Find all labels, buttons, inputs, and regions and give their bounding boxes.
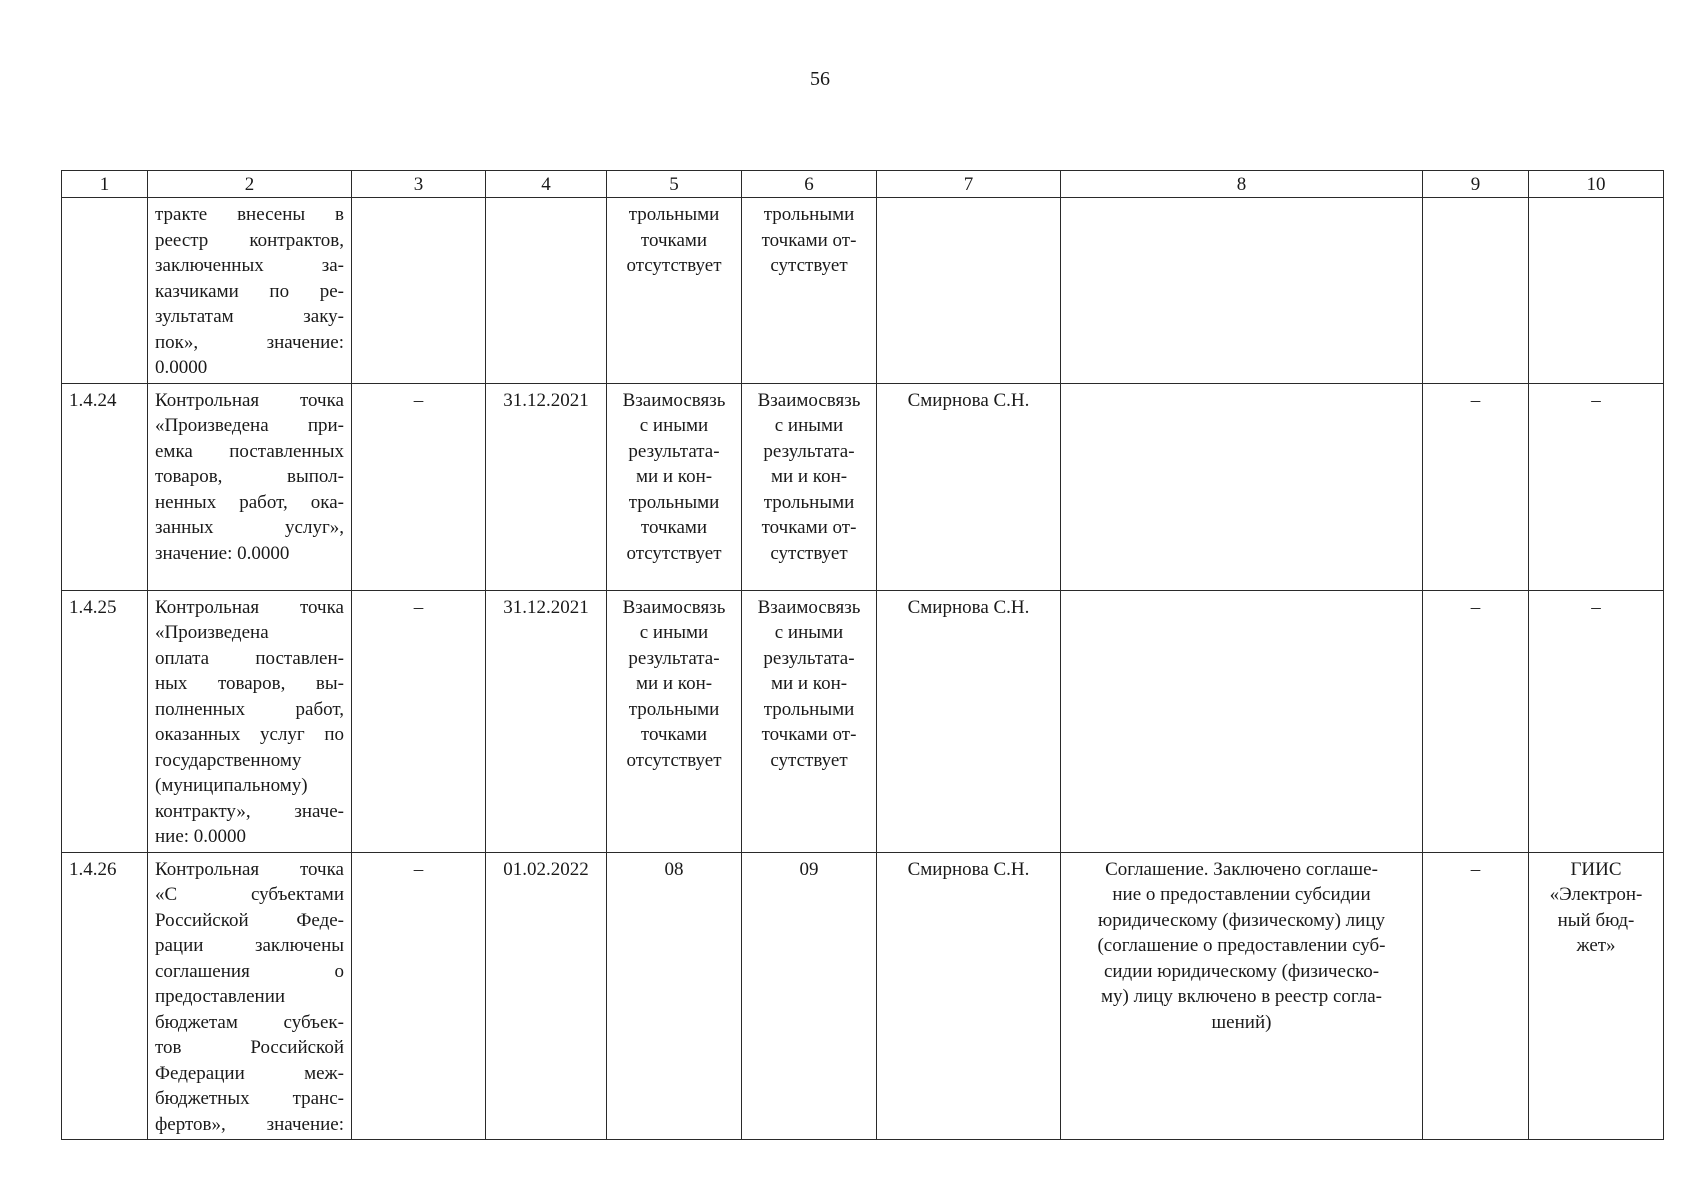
relation-cell-6 xyxy=(742,852,877,1140)
description-word: предоставлении xyxy=(155,986,286,1007)
result-description-cell xyxy=(1061,590,1423,852)
description-word: контракту», xyxy=(155,800,251,822)
responsible-person-cell: Смирнова С.Н. xyxy=(877,852,1061,1140)
result-description-cell-line: юридическому (физическому) лицу xyxy=(1098,909,1385,931)
relation-cell-6-line: результата- xyxy=(763,440,855,462)
description-line xyxy=(155,908,344,934)
relation-cell-6-line: Взаимосвязь xyxy=(757,389,861,411)
description-word: точка xyxy=(300,858,344,880)
description-word: Контрольная xyxy=(155,596,260,618)
column-header: 5 xyxy=(607,171,742,198)
description-word: бюджетам xyxy=(155,1011,238,1033)
description-word: (муниципальному) xyxy=(155,775,308,796)
description-word: ока- xyxy=(310,491,344,513)
relation-cell-6-line: трольными xyxy=(763,491,855,513)
description-line xyxy=(155,620,344,646)
table-row xyxy=(62,590,1664,852)
description-word: зультатам xyxy=(155,306,234,327)
result-description-cell-line: Соглашение. Заключено соглаше- xyxy=(1105,858,1378,880)
relation-cell-5 xyxy=(607,383,742,590)
relation-cell-6-line: трольными xyxy=(763,698,855,720)
column-3-cell xyxy=(352,198,486,384)
description-line xyxy=(155,697,344,723)
information-system-cell xyxy=(1529,383,1664,590)
description-word: значение: xyxy=(266,1113,344,1135)
relation-cell-5-line: точками xyxy=(640,517,708,538)
description-word: услуг», xyxy=(285,517,344,538)
description-word: ние: 0.0000 xyxy=(155,826,247,847)
relation-cell-5-line: результата- xyxy=(628,647,720,669)
table-row xyxy=(62,852,1664,1140)
row-number-cell: 1.4.26 xyxy=(62,852,148,1140)
description-word: оплата xyxy=(155,647,210,669)
relation-cell-6 xyxy=(742,198,877,384)
description-word: услуг xyxy=(260,724,305,745)
description-word: значе- xyxy=(294,800,344,822)
relation-cell-6-line: ми и кон- xyxy=(770,466,848,487)
relation-cell-5-line: ми и кон- xyxy=(635,466,713,487)
relation-cell-6-line: 09 xyxy=(799,858,819,880)
description-line xyxy=(155,984,344,1010)
result-description-cell-line: му) лицу включено в реестр согла- xyxy=(1100,986,1382,1007)
description-word: ненных xyxy=(155,491,217,513)
column-9-cell: – xyxy=(1423,852,1529,1140)
description-line xyxy=(155,490,344,516)
date-cell xyxy=(486,198,607,384)
description-line xyxy=(155,595,344,621)
result-description-cell-line: шений) xyxy=(1211,1011,1272,1033)
description-word: Контрольная xyxy=(155,858,260,880)
row-number-cell: 1.4.24 xyxy=(62,383,148,590)
relation-cell-5-line: с иными xyxy=(639,415,709,436)
description-line xyxy=(155,959,344,985)
description-word: «Произведена xyxy=(155,415,269,436)
description-line xyxy=(155,1086,344,1112)
description-word: фертов», xyxy=(155,1113,226,1135)
description-word: выпол- xyxy=(287,466,344,487)
description-line xyxy=(155,388,344,414)
relation-cell-5-line: с иными xyxy=(639,622,709,643)
description-line xyxy=(155,933,344,959)
relation-cell-5-line: отсутствует xyxy=(626,255,722,276)
description-line xyxy=(155,541,344,567)
description-line xyxy=(155,1112,344,1138)
description-line xyxy=(155,202,344,228)
description-word: контрактов, xyxy=(249,229,344,251)
table-row xyxy=(62,383,1664,590)
result-description-cell xyxy=(1061,852,1423,1140)
description-line xyxy=(155,646,344,672)
relation-cell-6-line: сутствует xyxy=(770,255,848,276)
description-line xyxy=(155,671,344,697)
table-row xyxy=(62,198,1664,384)
relation-cell-5-line: трольными xyxy=(628,491,720,513)
description-word: в xyxy=(335,204,344,225)
column-header: 10 xyxy=(1529,171,1664,198)
table-header-row xyxy=(62,171,1664,198)
relation-cell-5-line: результата- xyxy=(628,440,720,462)
description-word: «Произведена xyxy=(155,622,269,643)
column-3-cell: – xyxy=(352,590,486,852)
description-line xyxy=(155,413,344,439)
description-word: ных xyxy=(155,673,188,694)
description-word: значение: 0.0000 xyxy=(155,542,290,564)
relation-cell-5-line: точками xyxy=(640,229,708,251)
information-system-cell xyxy=(1529,852,1664,1140)
column-header: 8 xyxy=(1061,171,1423,198)
relation-cell-6-line: сутствует xyxy=(770,749,848,771)
relation-cell-6-line: с иными xyxy=(774,415,844,436)
description-word: значение: xyxy=(266,331,344,353)
responsible-person-cell xyxy=(877,198,1061,384)
relation-cell-5-line: точками xyxy=(640,724,708,745)
information-system-cell-line: жет» xyxy=(1576,935,1616,956)
description-word: заключенных xyxy=(155,255,264,276)
description-word: емка xyxy=(155,440,193,462)
description-line xyxy=(155,279,344,305)
description-word: Контрольная xyxy=(155,389,260,411)
description-word: «С xyxy=(155,884,178,905)
relation-cell-6-line: ми и кон- xyxy=(770,673,848,694)
description-line xyxy=(155,304,344,330)
description-line xyxy=(155,253,344,279)
description-word: Российской xyxy=(155,909,249,931)
description-line xyxy=(155,882,344,908)
description-word: поставлен- xyxy=(255,647,344,669)
page-number: 56 xyxy=(810,68,830,90)
result-description-cell xyxy=(1061,198,1423,384)
description-line xyxy=(155,773,344,799)
relation-cell-6 xyxy=(742,590,877,852)
description-word: за- xyxy=(321,255,344,276)
relation-cell-5-line: Взаимосвязь xyxy=(622,389,726,411)
description-cell xyxy=(148,852,352,1140)
column-header: 7 xyxy=(877,171,1061,198)
description-word: пок», xyxy=(155,331,199,353)
description-word: внесены xyxy=(237,204,306,225)
description-word: ре- xyxy=(319,280,344,302)
relation-cell-5-line: 08 xyxy=(664,858,684,880)
description-word: Российской xyxy=(250,1037,344,1058)
responsible-person-cell: Смирнова С.Н. xyxy=(877,383,1061,590)
description-word: заключены xyxy=(254,935,344,956)
description-cell xyxy=(148,198,352,384)
description-word: вы- xyxy=(315,673,344,694)
description-word: по xyxy=(269,280,290,302)
relation-cell-5-line: Взаимосвязь xyxy=(622,596,726,618)
date-cell: 01.02.2022 xyxy=(486,852,607,1140)
description-line xyxy=(155,722,344,748)
row-number-cell: 1.4.25 xyxy=(62,590,148,852)
column-header: 4 xyxy=(486,171,607,198)
relation-cell-6-line: точками от- xyxy=(761,229,857,251)
result-description-cell xyxy=(1061,383,1423,590)
description-word: казчиками xyxy=(155,280,239,302)
description-word: бюджетных xyxy=(155,1088,250,1109)
description-line xyxy=(155,228,344,254)
information-system-cell-line: ный бюд- xyxy=(1557,909,1635,931)
information-system-cell xyxy=(1529,198,1664,384)
column-header: 3 xyxy=(352,171,486,198)
date-cell: 31.12.2021 xyxy=(486,383,607,590)
description-word: точка xyxy=(300,596,344,618)
date-cell: 31.12.2021 xyxy=(486,590,607,852)
description-line xyxy=(155,824,344,850)
column-9-cell: – xyxy=(1423,590,1529,852)
relation-cell-6-line: с иными xyxy=(774,622,844,643)
column-header: 2 xyxy=(148,171,352,198)
description-line xyxy=(155,515,344,541)
description-line xyxy=(155,799,344,825)
column-3-cell: – xyxy=(352,852,486,1140)
description-word: соглашения xyxy=(155,960,250,982)
relation-cell-5-line: трольными xyxy=(628,204,720,225)
result-description-cell-line: сидии юридическому (физическо- xyxy=(1103,960,1380,982)
description-word: товаров, xyxy=(217,673,286,694)
information-system-cell-line: «Электрон- xyxy=(1549,884,1643,905)
description-word: транс- xyxy=(292,1088,344,1109)
description-word: 0.0000 xyxy=(155,357,208,378)
description-line xyxy=(155,1010,344,1036)
description-word: работ, xyxy=(239,491,288,513)
description-line xyxy=(155,439,344,465)
description-word: меж- xyxy=(304,1062,344,1084)
description-line xyxy=(155,1061,344,1087)
result-description-cell-line: (соглашение о предоставлении суб- xyxy=(1097,935,1386,956)
relation-cell-6-line: трольными xyxy=(763,204,855,225)
relation-cell-6-line: точками от- xyxy=(761,724,857,745)
description-word: о xyxy=(334,960,344,982)
relation-cell-6-line: точками от- xyxy=(761,517,857,538)
relation-cell-5 xyxy=(607,198,742,384)
description-word: товаров, xyxy=(155,466,223,487)
responsible-person-cell: Смирнова С.Н. xyxy=(877,590,1061,852)
information-system-cell xyxy=(1529,590,1664,852)
row-number-cell xyxy=(62,198,148,384)
description-word: субъек- xyxy=(283,1011,344,1033)
relation-cell-6-line: Взаимосвязь xyxy=(757,596,861,618)
relation-cell-6-line: результата- xyxy=(763,647,855,669)
information-system-cell-line: – xyxy=(1591,389,1601,411)
column-header: 1 xyxy=(62,171,148,198)
column-9-cell xyxy=(1423,198,1529,384)
description-line xyxy=(155,857,344,883)
relation-cell-5 xyxy=(607,590,742,852)
description-word: тракте xyxy=(155,204,208,225)
description-line xyxy=(155,1035,344,1061)
description-cell xyxy=(148,590,352,852)
relation-cell-6-line: сутствует xyxy=(770,542,848,564)
description-line xyxy=(155,355,344,381)
description-word: точка xyxy=(300,389,344,411)
relation-cell-5-line: ми и кон- xyxy=(635,673,713,694)
description-word: работ, xyxy=(295,698,344,720)
description-word: Феде- xyxy=(296,909,344,931)
control-points-table xyxy=(61,170,1664,1140)
description-word: рации xyxy=(155,935,204,956)
description-line xyxy=(155,748,344,774)
relation-cell-6 xyxy=(742,383,877,590)
description-word: Федерации xyxy=(155,1062,245,1084)
description-cell xyxy=(148,383,352,590)
description-word: реестр xyxy=(155,229,209,251)
description-line xyxy=(155,464,344,490)
information-system-cell-line: ГИИС xyxy=(1570,858,1622,880)
description-word: оказанных xyxy=(155,724,241,745)
column-3-cell: – xyxy=(352,383,486,590)
relation-cell-5 xyxy=(607,852,742,1140)
description-word: полненных xyxy=(155,698,246,720)
description-word: поставленных xyxy=(229,440,344,462)
description-word: заку- xyxy=(303,306,344,327)
information-system-cell-line: – xyxy=(1591,596,1601,618)
column-header: 9 xyxy=(1423,171,1529,198)
description-word: государственному xyxy=(155,749,302,771)
description-word: при- xyxy=(307,415,344,436)
description-word: занных xyxy=(155,517,214,538)
relation-cell-5-line: отсутствует xyxy=(626,749,722,771)
description-word: субъектами xyxy=(250,884,344,905)
column-9-cell: – xyxy=(1423,383,1529,590)
relation-cell-5-line: отсутствует xyxy=(626,542,722,564)
result-description-cell-line: ние о предоставлении субсидии xyxy=(1112,884,1371,905)
description-word: по xyxy=(324,724,344,745)
description-word: тов xyxy=(155,1037,182,1058)
description-line xyxy=(155,330,344,356)
relation-cell-5-line: трольными xyxy=(628,698,720,720)
column-header: 6 xyxy=(742,171,877,198)
